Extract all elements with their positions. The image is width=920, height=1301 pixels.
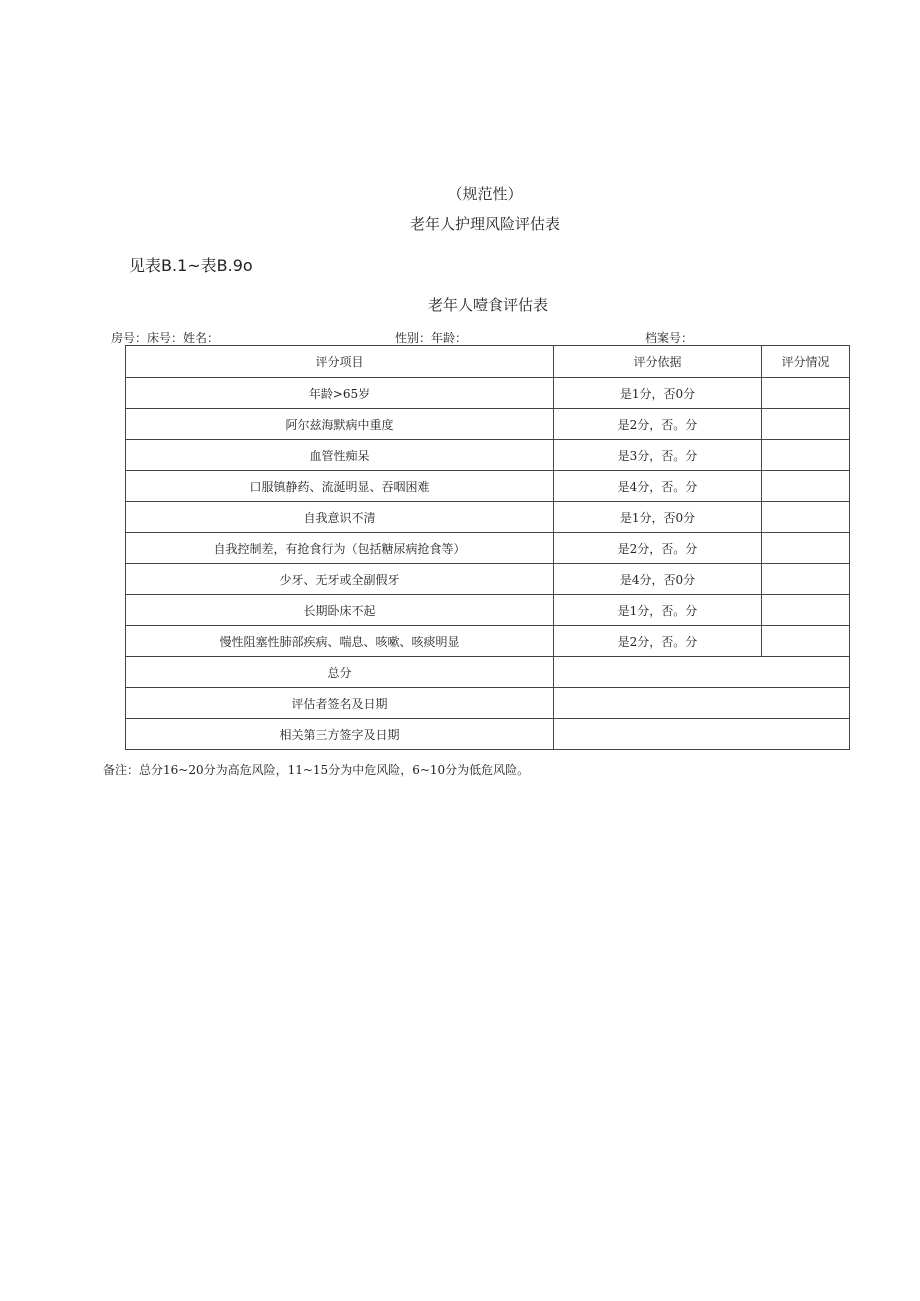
basis-cell: 是4分，否0分: [554, 564, 762, 595]
table-row: [126, 502, 850, 533]
risk-note: 备注：总分16~20分为高危风险，11~15分为中危风险，6~10分为低危风险。: [103, 763, 530, 777]
table-row: [126, 626, 850, 657]
table-row: [126, 409, 850, 440]
table-row: [126, 564, 850, 595]
item-cell: 自我控制差，有抢食行为（包括糖尿病抢食等）: [126, 533, 554, 564]
basis-cell: 是4分，否。分: [554, 471, 762, 502]
table-row: [126, 440, 850, 471]
basis-cell: 是2分，否。分: [554, 409, 762, 440]
appendix-title: 老年人护理风险评估表: [409, 215, 560, 233]
item-cell: 阿尔兹海默病中重度: [126, 409, 554, 440]
score-cell[interactable]: [762, 533, 850, 564]
score-cell[interactable]: [762, 502, 850, 533]
score-cell[interactable]: [762, 440, 850, 471]
score-cell[interactable]: [762, 409, 850, 440]
total-label: 总分: [126, 657, 554, 688]
header-item: 评分项目: [126, 346, 554, 378]
item-cell: 自我意识不清: [126, 502, 554, 533]
score-cell[interactable]: [762, 471, 850, 502]
total-row: [126, 657, 850, 688]
basis-cell: 是3分，否。分: [554, 440, 762, 471]
item-cell: 年龄>65岁: [126, 378, 554, 409]
score-cell[interactable]: [762, 378, 850, 409]
item-cell: 慢性阻塞性肺部疾病、喘息、咳嗽、咳痰明显: [126, 626, 554, 657]
third-party-row: [126, 719, 850, 750]
total-value-cell[interactable]: [554, 657, 850, 688]
basis-cell: 是1分，否0分: [554, 378, 762, 409]
assessor-signature-cell[interactable]: [554, 688, 850, 719]
info-gender-age: 性别：年龄：: [395, 331, 468, 345]
info-archive-number: 档案号：: [645, 331, 694, 345]
table-row: [126, 378, 850, 409]
score-cell[interactable]: [762, 564, 850, 595]
third-party-label: 相关第三方签字及日期: [126, 719, 554, 750]
third-party-signature-cell[interactable]: [554, 719, 850, 750]
table-title: 老年人噎食评估表: [427, 296, 548, 314]
table-header-row: [126, 346, 850, 378]
item-cell: 血管性痴呆: [126, 440, 554, 471]
item-cell: 少牙、无牙或全副假牙: [126, 564, 554, 595]
table-row: [126, 595, 850, 626]
basis-cell: 是2分，否。分: [554, 533, 762, 564]
assessor-label: 评估者签名及日期: [126, 688, 554, 719]
table-row: [126, 533, 850, 564]
appendix-subtitle: （规范性）: [447, 185, 523, 203]
table-row: [126, 471, 850, 502]
assessment-table: [125, 345, 850, 750]
item-cell: 口服镇静药、流涎明显、吞咽困难: [126, 471, 554, 502]
score-cell[interactable]: [762, 595, 850, 626]
header-basis: 评分依据: [554, 346, 762, 378]
header-score: 评分情况: [762, 346, 850, 378]
info-room-bed-name: 房号：床号：姓名：: [111, 331, 220, 345]
basis-cell: 是1分，否。分: [554, 595, 762, 626]
assessor-row: [126, 688, 850, 719]
score-cell[interactable]: [762, 626, 850, 657]
basis-cell: 是2分，否。分: [554, 626, 762, 657]
see-tables-reference: 见表B.1~表B.9o: [129, 256, 253, 275]
item-cell: 长期卧床不起: [126, 595, 554, 626]
basis-cell: 是1分，否0分: [554, 502, 762, 533]
